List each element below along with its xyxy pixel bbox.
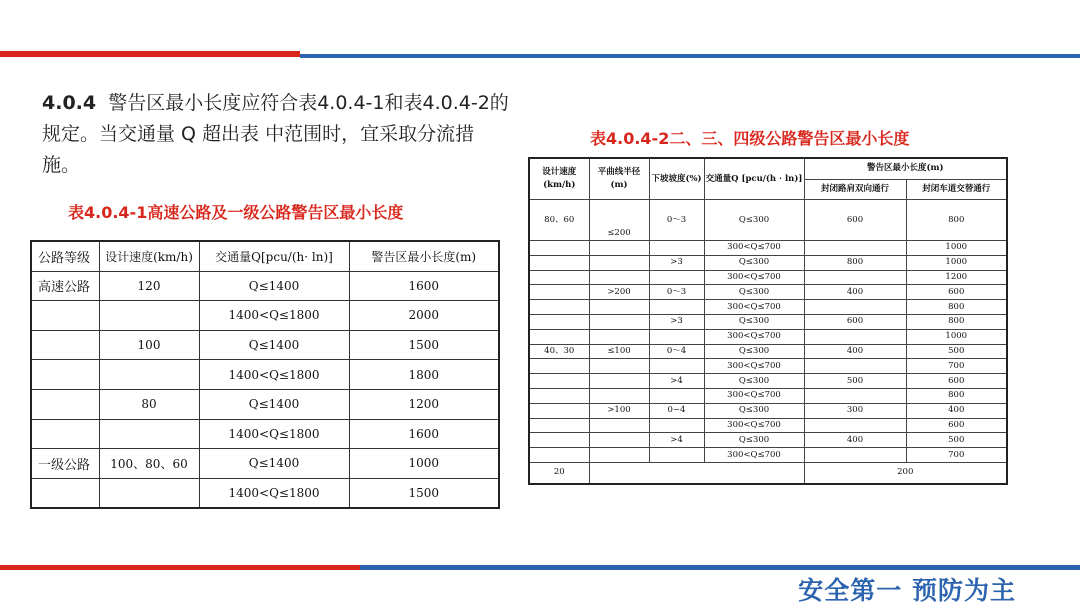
header-cell: 封闭路肩双向通行 (804, 179, 906, 199)
header-cell: 设计速度(km/h) (99, 241, 199, 271)
table-cell: 600 (804, 314, 906, 329)
table-cell: 1400<Q≤1800 (199, 301, 349, 331)
table-cell (649, 329, 704, 344)
table-cell (649, 300, 704, 315)
header-cell: 警告区最小长度(m) (349, 241, 499, 271)
table-cell (649, 270, 704, 285)
table-cell: 700 (906, 448, 1007, 463)
table-cell: 400 (804, 344, 906, 359)
table-cell: 800 (906, 314, 1007, 329)
table-cell (649, 241, 704, 256)
table-cell: >100 (589, 403, 649, 418)
clause-number: 4.0.4 (42, 92, 97, 114)
table-cell (529, 255, 589, 270)
header-cell: 封闭车道交替通行 (906, 179, 1007, 199)
table-cell (31, 360, 99, 390)
table-cell: 1200 (349, 389, 499, 419)
table-cell (529, 329, 589, 344)
table-row (31, 478, 499, 508)
table-cell (529, 433, 589, 448)
table-cell (589, 255, 649, 270)
footer-slogan: 安全第一 预防为主 (798, 576, 1016, 605)
table-row (31, 389, 499, 419)
table-row (529, 270, 1007, 285)
table-cell: 1500 (349, 478, 499, 508)
table-cell: 40、30 (529, 344, 589, 359)
table-cell: 400 (804, 433, 906, 448)
table-cell: Q≤1400 (199, 330, 349, 360)
table-cell: Q≤1400 (199, 449, 349, 479)
top-red-stripe (0, 51, 300, 57)
table-cell: 500 (804, 374, 906, 389)
table-cell: ≤100 (589, 344, 649, 359)
bottom-red-stripe (0, 565, 360, 570)
table-cell (529, 448, 589, 463)
clause-text: 警告区最小长度应符合表4.0.4-1和表4.0.4-2的规定。当交通量 Q 超出表 中范围时，宜采取分流措施。 (42, 92, 509, 176)
table-cell (589, 462, 804, 484)
table-cell: 1000 (906, 241, 1007, 256)
table-cell (649, 388, 704, 403)
table1 (30, 240, 500, 509)
table-cell: 1000 (906, 329, 1007, 344)
table-cell: Q≤300 (704, 200, 804, 241)
table-cell: 300<Q≤700 (704, 388, 804, 403)
table-cell (804, 388, 906, 403)
table-cell (529, 388, 589, 403)
table-cell (589, 448, 649, 463)
table-cell (589, 433, 649, 448)
table-cell: >4 (649, 374, 704, 389)
table-cell: 120 (99, 271, 199, 301)
table-cell: 1000 (906, 255, 1007, 270)
table-cell (589, 359, 649, 374)
table-cell (649, 448, 704, 463)
table-cell: 1400<Q≤1800 (199, 478, 349, 508)
table-cell: 80 (99, 389, 199, 419)
bottom-blue-stripe (360, 565, 1080, 570)
table-cell: 高速公路 (31, 271, 99, 301)
header-cell: 下坡坡度(%) (649, 158, 704, 200)
table-cell (31, 389, 99, 419)
table-cell: 800 (906, 388, 1007, 403)
table-cell: 300<Q≤700 (704, 270, 804, 285)
table-row (31, 360, 499, 390)
table-cell: 800 (906, 200, 1007, 241)
table-cell: Q≤300 (704, 403, 804, 418)
table1-title: 表4.0.4-1高速公路及一级公路警告区最小长度 (68, 203, 404, 222)
table-cell (804, 300, 906, 315)
table-cell (529, 418, 589, 433)
table-row (529, 285, 1007, 300)
table-cell (99, 419, 199, 449)
table-cell: 300<Q≤700 (704, 241, 804, 256)
table-cell (31, 301, 99, 331)
table-row (529, 200, 1007, 241)
table-row (529, 241, 1007, 256)
table-cell (804, 270, 906, 285)
table-cell: 400 (906, 403, 1007, 418)
table-cell: ≤200 (589, 200, 649, 241)
table-row (529, 359, 1007, 374)
table-cell: 800 (804, 255, 906, 270)
table-row (31, 449, 499, 479)
table-row (529, 448, 1007, 463)
table-cell: Q≤300 (704, 285, 804, 300)
table-cell (589, 388, 649, 403)
table-cell (589, 374, 649, 389)
table-cell: 1400<Q≤1800 (199, 419, 349, 449)
table-cell: >200 (589, 285, 649, 300)
table-cell: 800 (906, 300, 1007, 315)
table-cell: 600 (906, 285, 1007, 300)
table-cell: 80、60 (529, 200, 589, 241)
table-cell: 1800 (349, 360, 499, 390)
table-cell (31, 478, 99, 508)
table-cell (589, 314, 649, 329)
table-cell (589, 418, 649, 433)
table-cell: 500 (906, 433, 1007, 448)
table-cell: 100、80、60 (99, 449, 199, 479)
table-row (529, 344, 1007, 359)
table-cell: 1400<Q≤1800 (199, 360, 349, 390)
table-row (31, 301, 499, 331)
table-row (529, 388, 1007, 403)
table-header-row (529, 158, 1007, 179)
table-cell (589, 241, 649, 256)
table-cell: 20 (529, 462, 589, 484)
table-cell (589, 329, 649, 344)
top-blue-stripe (300, 54, 1080, 58)
header-cell: 交通量Q [pcu/(h · ln)] (704, 158, 804, 200)
table-row (529, 329, 1007, 344)
table-row (529, 255, 1007, 270)
table-cell (529, 374, 589, 389)
table2 (528, 157, 1008, 485)
table-row (529, 403, 1007, 418)
table-cell (649, 359, 704, 374)
table-cell: 600 (906, 418, 1007, 433)
table-cell: 300<Q≤700 (704, 418, 804, 433)
table-cell: Q≤1400 (199, 271, 349, 301)
table-cell: 200 (804, 462, 1007, 484)
table-cell (31, 330, 99, 360)
table-cell (99, 360, 199, 390)
table-cell: Q≤300 (704, 433, 804, 448)
table-row (31, 330, 499, 360)
table-row (529, 433, 1007, 448)
table-cell: 300<Q≤700 (704, 359, 804, 374)
table-cell (589, 300, 649, 315)
table-cell: 300<Q≤700 (704, 300, 804, 315)
table-cell: Q≤300 (704, 255, 804, 270)
table-cell: 2000 (349, 301, 499, 331)
table-cell: 一级公路 (31, 449, 99, 479)
header-cell: 设计速度(km/h) (529, 158, 589, 200)
table-cell (529, 241, 589, 256)
table-cell: 0～3 (649, 285, 704, 300)
table-cell (529, 270, 589, 285)
table-cell: 500 (906, 344, 1007, 359)
table-cell (804, 329, 906, 344)
table-cell: Q≤1400 (199, 389, 349, 419)
table-cell (529, 285, 589, 300)
clause-paragraph (42, 88, 512, 181)
table-cell: 300 (804, 403, 906, 418)
table-cell (804, 418, 906, 433)
table-row (529, 300, 1007, 315)
table-cell: 0～3 (649, 200, 704, 241)
table-cell: Q≤300 (704, 374, 804, 389)
table-cell (589, 270, 649, 285)
table-row (529, 418, 1007, 433)
table-cell: >3 (649, 314, 704, 329)
table-cell (529, 314, 589, 329)
header-cell: 警告区最小长度(m) (804, 158, 1007, 179)
table-row (529, 374, 1007, 389)
table-cell: 0~4 (649, 403, 704, 418)
table2-title: 表4.0.4-2二、三、四级公路警告区最小长度 (590, 129, 910, 148)
table-cell (99, 301, 199, 331)
table-row (31, 419, 499, 449)
table-cell (804, 448, 906, 463)
table-cell: 1500 (349, 330, 499, 360)
table-cell: Q≤300 (704, 344, 804, 359)
table-cell: 1600 (349, 419, 499, 449)
table-cell: 300<Q≤700 (704, 448, 804, 463)
table-header-row (31, 241, 499, 271)
table-cell (99, 478, 199, 508)
table-row (529, 462, 1007, 484)
table-cell: >3 (649, 255, 704, 270)
table-cell (529, 359, 589, 374)
table-cell (804, 241, 906, 256)
table-cell: 1000 (349, 449, 499, 479)
table-cell: 1200 (906, 270, 1007, 285)
header-cell: 公路等级 (31, 241, 99, 271)
table-cell (804, 359, 906, 374)
table-cell: >4 (649, 433, 704, 448)
table-cell: 700 (906, 359, 1007, 374)
table-row (529, 314, 1007, 329)
table-cell: 600 (804, 200, 906, 241)
table-cell: 400 (804, 285, 906, 300)
table-cell: 600 (906, 374, 1007, 389)
table-cell: 1600 (349, 271, 499, 301)
table-cell (529, 403, 589, 418)
table-cell: 0～4 (649, 344, 704, 359)
header-cell: 交通量Q[pcu/(h· ln)] (199, 241, 349, 271)
table-row (31, 271, 499, 301)
table-cell (529, 300, 589, 315)
header-cell: 平曲线半径(m) (589, 158, 649, 200)
table-cell: Q≤300 (704, 314, 804, 329)
table-cell (31, 419, 99, 449)
table-cell: 300<Q≤700 (704, 329, 804, 344)
table-cell: 100 (99, 330, 199, 360)
table-cell (649, 418, 704, 433)
